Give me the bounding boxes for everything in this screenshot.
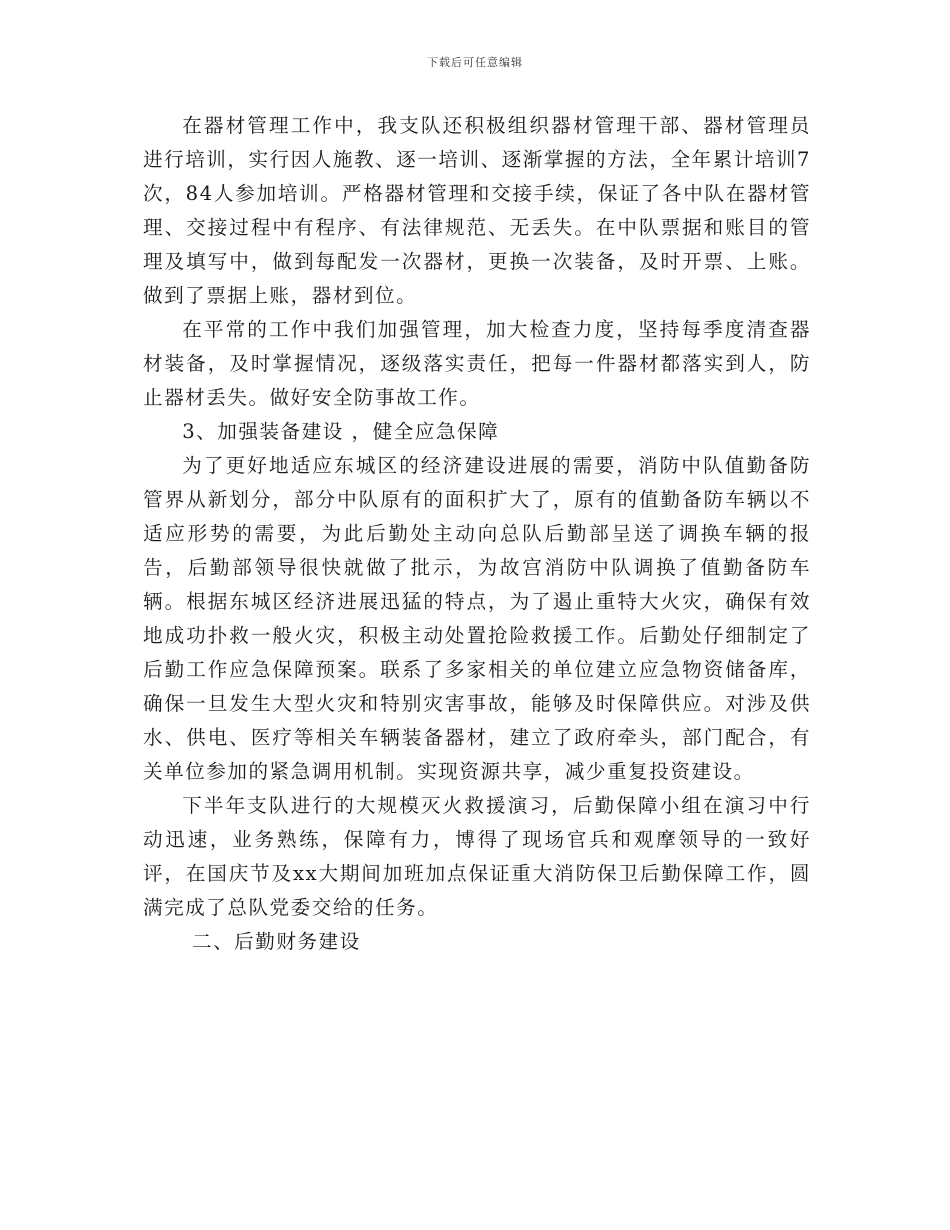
document-body	[143, 109, 811, 959]
paragraph-emergency-support: 为了更好地适应东城区的经济建设进展的需要，消防中队值勤备防管界从新划分，部分中队原有的面积扩大了，原有的值勤备防车辆以不适应形势的需要，为此后勤处主动向总队后勤部呈送了调换车辆的报告，后勤部领导很快就做了批示，为故宫消防中队调换了值勤备防车辆。根据东城区经济进展迅猛的特点，为了遏止重特大火灾，确保有效地成功扑救一般火灾，积极主动处置抢险救援工作。后勤处仔细制定了后勤工作应急保障预案。联系了多家相关的单位建立应急物资储备库，确保一旦发生大型火灾和特别灾害事故，能够及时保障供应。对涉及供水、供电、医疗等相关车辆装备器材，建立了政府牵头，部门配合，有关单位参加的紧急调用机制。实现资源共享，减少重复投资建设。	[143, 454, 811, 783]
page-header: 下载后可任意编辑	[427, 56, 523, 69]
paragraph-daily-management: 在平常的工作中我们加强管理，加大检查力度，坚持每季度清查器材装备，及时掌握情况，逐级落实责任，把每一件器材都落实到人，防止器材丢失。做好安全防事故工作。	[143, 318, 811, 409]
section-heading-finance: 二、后勤财务建设	[192, 930, 361, 953]
section-heading-equipment: 3、加强装备建设 ，健全应急保障	[182, 420, 500, 443]
paragraph-rescue-drill: 下半年支队进行的大规模灭火救援演习，后勤保障小组在演习中行动迅速，业务熟练，保障有力，博得了现场官兵和观摩领导的一致好评，在国庆节及xx大期间加班加点保证重大消防保卫后勤保障工作，圆满完成了总队党委交给的任务。	[143, 794, 811, 919]
paragraph-equipment-training: 在器材管理工作中，我支队还积极组织器材管理干部、器材管理员进行培训，实行因人施教、逐一培训、逐渐掌握的方法，全年累计培训7次，84人参加培训。严格器材管理和交接手续，保证了各中队在器材管理、交接过程中有程序、有法律规范、无丢失。在中队票据和账目的管理及填写中，做到每配发一次器材，更换一次装备，及时开票、上账。做到了票据上账，器材到位。	[143, 114, 811, 307]
